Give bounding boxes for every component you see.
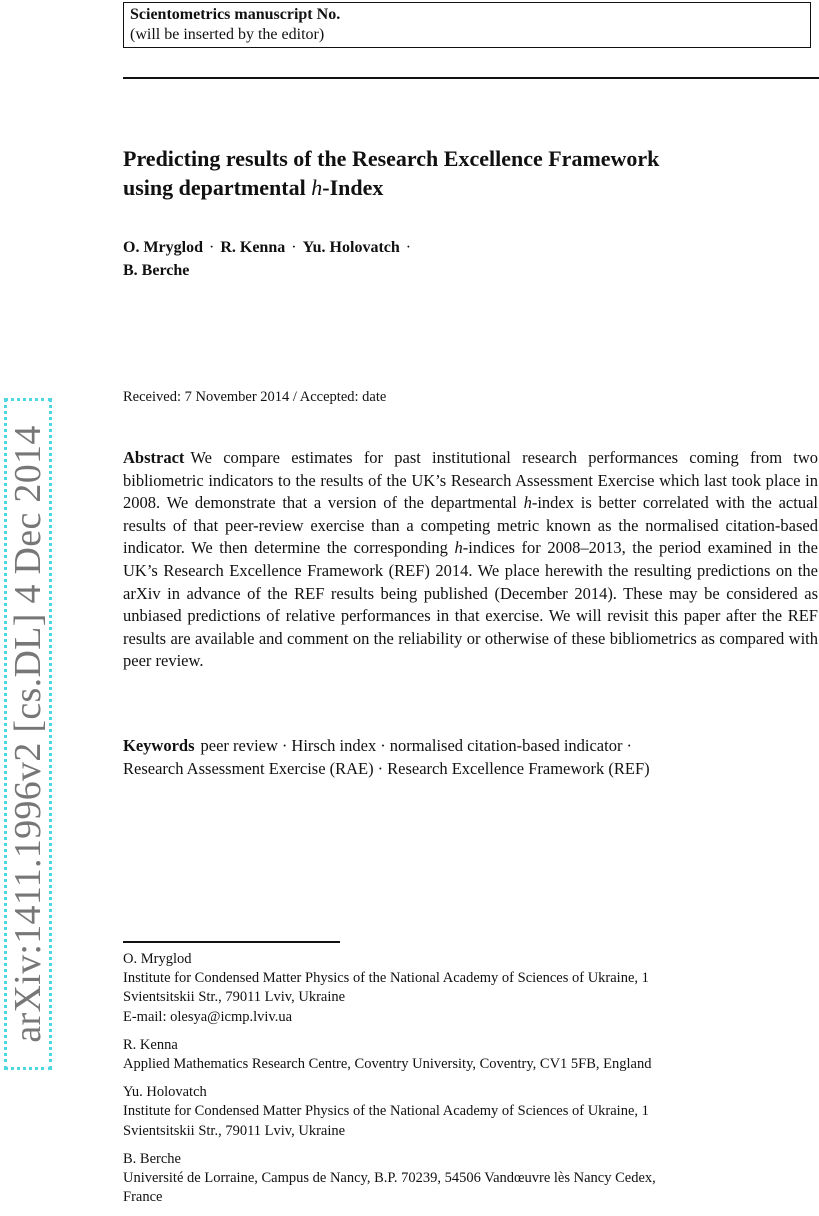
affiliation-line: Université de Lorraine, Campus de Nancy, B.P. 70239, 54506 Vandœuvre lès Nancy Cedex, (123, 1170, 656, 1187)
affiliation-line: Svientsitskii Str., 79011 Lviv, Ukraine (123, 1122, 346, 1139)
keyword: Hirsch index (291, 736, 377, 755)
header-rule (123, 77, 819, 79)
journal-header-box (123, 2, 811, 48)
affiliation-line: Svientsitskii Str., 79011 Lviv, Ukraine (123, 989, 346, 1006)
title-line-1: Predicting results of the Research Excellence Framework (123, 146, 660, 171)
affiliation-line: Institute for Condensed Matter Physics of the National Academy of Sciences of Ukraine, 1 (123, 1103, 649, 1120)
affiliation-author: O. Mryglod (123, 951, 192, 967)
keyword-separator: · (626, 736, 632, 755)
abstract-math-h: h (523, 493, 532, 513)
keyword-separator: · (281, 736, 288, 755)
affiliation-author: R. Kenna (123, 1036, 178, 1053)
keywords (123, 735, 818, 780)
paper-title (123, 144, 813, 202)
affiliation-holovatch (123, 1083, 818, 1141)
author-name: R. Kenna (220, 239, 286, 256)
author-line-2 (123, 259, 417, 282)
author-name: O. Mryglod (123, 239, 203, 256)
abstract (123, 447, 818, 673)
abstract-label: Abstract (123, 448, 185, 467)
title-line-2-post: -Index (322, 175, 384, 200)
affiliation-email: E-mail: olesya@icmp.lviv.ua (123, 1008, 293, 1025)
author-separator: · (291, 239, 297, 256)
author-name: B. Berche (123, 262, 190, 279)
affiliation-author: Yu. Holovatch (123, 1084, 207, 1101)
abstract-text-2: -index is better correlated with the actual results of that peer-review exercise than a competing metric known as the normalised citation-based indicator. We then determine the corresponding (123, 493, 818, 558)
keyword: peer review (200, 736, 278, 755)
affiliations (123, 950, 818, 1216)
journal-subtitle: (will be inserted by the editor) (130, 26, 325, 43)
journal-title: Scientometrics manuscript No. (130, 6, 341, 23)
keywords-label: Keywords (123, 736, 195, 755)
footnote-rule (123, 941, 340, 943)
title-line-2-pre: using departmental (123, 175, 312, 200)
abstract-math-h: h (454, 538, 463, 558)
keyword-separator: · (377, 758, 384, 778)
title-math-h: h (311, 175, 323, 200)
arxiv-identifier: arXiv:1411.1996v2 [cs.DL] 4 Dec 2014 (7, 425, 49, 1043)
keyword-separator: · (380, 736, 386, 755)
author-separator: · (405, 239, 412, 256)
affiliation-berche (123, 1150, 818, 1208)
affiliation-kenna (123, 1036, 818, 1074)
affiliation-line: Institute for Condensed Matter Physics of the National Academy of Sciences of Ukraine, 1 (123, 970, 649, 987)
author-separator: · (209, 239, 215, 256)
author-list (123, 236, 417, 282)
keyword: normalised citation-based indicator (389, 736, 623, 755)
keyword: Research Assessment Exercise (RAE) (123, 758, 374, 778)
affiliation-author: B. Berche (123, 1150, 181, 1167)
author-line-1 (123, 236, 417, 259)
author-name: Yu. Holovatch (302, 239, 400, 256)
abstract-text-3: -indices for 2008–2013, the period examined in the UK’s Research Excellence Framework (REF) 2014. We place herewith the resulting predictions on the arXiv in advance of the REF results being published (December 2014). These may be considered as unbiased predictions of relative performances in that exercise. We will revisit this paper after the REF results are available and comment on the reliability or otherwise of these bibliometrics as compared with peer review. (123, 538, 819, 671)
affiliation-line: France (123, 1189, 163, 1206)
received-date: Received: 7 November 2014 / Accepted: date (123, 389, 387, 405)
affiliation-line: Applied Mathematics Research Centre, Coventry University, Coventry, CV1 5FB, England (123, 1056, 652, 1073)
affiliation-mryglod (123, 950, 818, 1027)
abstract-text-1: We compare estimates for past institutional research performances coming from two bibliometric indicators to the results of the UK’s Research Assessment Exercise which last took place in 2008. We demonstrate that a version of the departmental (123, 448, 818, 513)
keyword: Research Excellence Framework (REF) (387, 758, 650, 778)
